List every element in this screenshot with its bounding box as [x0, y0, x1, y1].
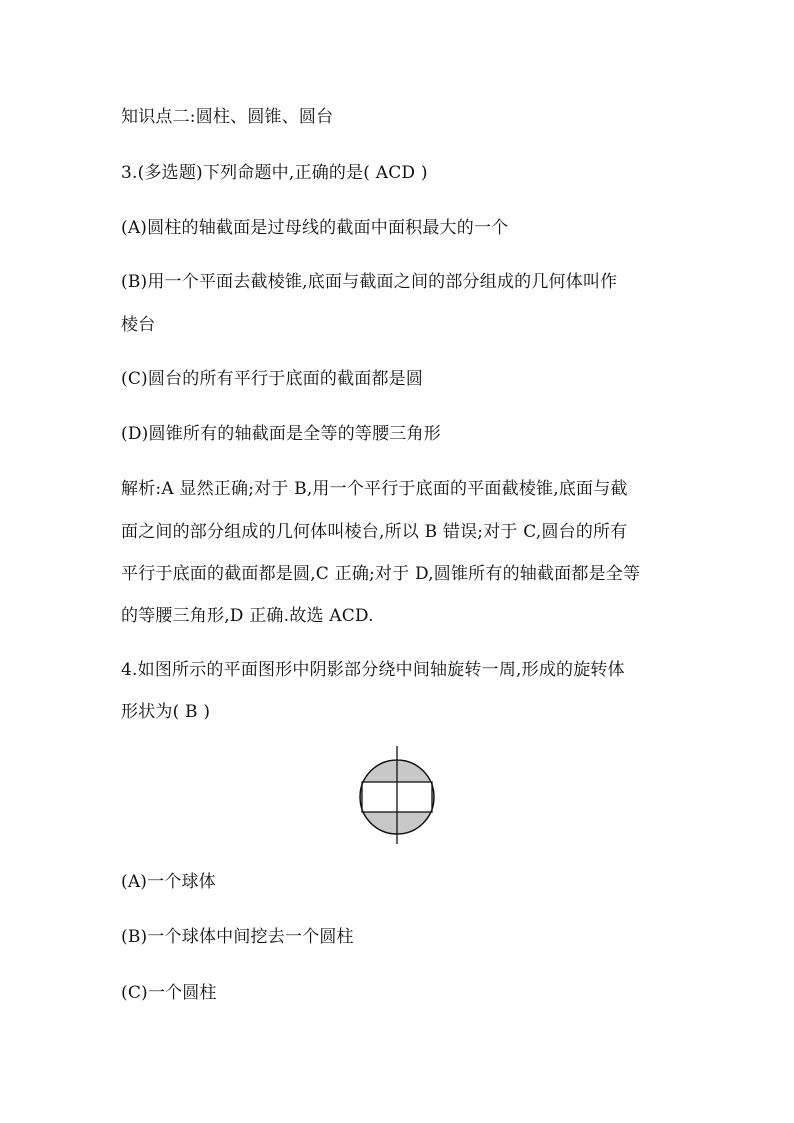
question-3-analysis-line-3: 平行于底面的截面都是圆,C 正确;对于 D,圆锥所有的轴截面都是全等 [121, 564, 641, 584]
question-3-analysis-line-2: 面之间的部分组成的几何体叫棱台,所以 B 错误;对于 C,圆台的所有 [121, 522, 628, 542]
rotation-figure-svg [352, 744, 442, 844]
rotation-figure [352, 744, 442, 844]
question-3-option-d: (D)圆锥所有的轴截面是全等的等腰三角形 [121, 424, 441, 444]
question-3-option-a: (A)圆柱的轴截面是过母线的截面中面积最大的一个 [121, 218, 509, 238]
question-4-stem-line-2: 形状为( B ) [121, 702, 211, 722]
question-3-analysis-line-1: 解析:A 显然正确;对于 B,用一个平行于底面的平面截棱锥,底面与截 [121, 479, 628, 499]
question-3-stem: 3.(多选题)下列命题中,正确的是( ACD ) [121, 163, 428, 183]
section-title: 知识点二:圆柱、圆锥、圆台 [121, 107, 334, 127]
question-4-option-b: (B)一个球体中间挖去一个圆柱 [121, 927, 354, 947]
question-3-option-b: (B)用一个平面去截棱锥,底面与截面之间的部分组成的几何体叫作 [121, 272, 618, 292]
question-3-analysis-line-4: 的等腰三角形,D 正确.故选 ACD. [121, 606, 374, 626]
question-4-option-a: (A)一个球体 [121, 872, 216, 892]
question-4-option-c: (C)一个圆柱 [121, 983, 217, 1003]
question-3-option-c: (C)圆台的所有平行于底面的截面都是圆 [121, 369, 424, 389]
question-3-option-b-continued: 棱台 [121, 315, 156, 335]
question-4-stem-line-1: 4.如图所示的平面图形中阴影部分绕中间轴旋转一周,形成的旋转体 [121, 660, 625, 680]
